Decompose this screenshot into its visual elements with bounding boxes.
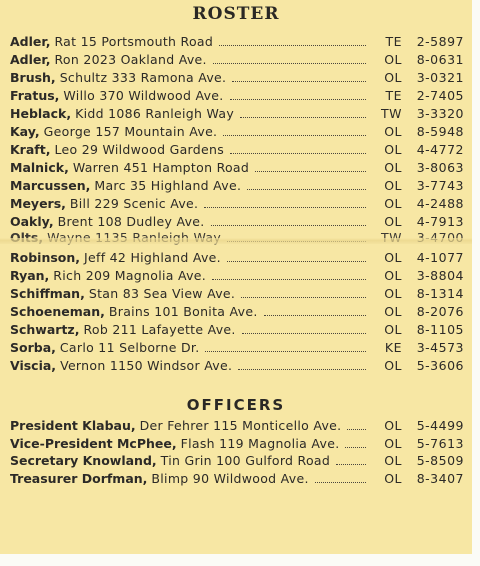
roster-entry-leader-dots xyxy=(240,117,366,118)
officer-entry-address: Der Fehrer 115 Monticello Ave. xyxy=(139,418,342,433)
roster-entry-address: Carlo 11 Selborne Dr. xyxy=(59,340,200,355)
roster-entry-leader-dots xyxy=(242,333,366,334)
officer-entry xyxy=(10,436,470,454)
roster-entry-name: Schoeneman, xyxy=(10,304,105,319)
roster-entry xyxy=(10,322,470,340)
officer-entry-exchange: OL xyxy=(384,453,402,468)
roster-entry xyxy=(10,142,470,160)
officer-entry-leader-dots xyxy=(315,482,366,483)
officer-entry-phone: 8-3407 xyxy=(416,470,464,486)
roster-entry xyxy=(10,196,470,214)
roster-entry-exchange: OL xyxy=(384,322,402,337)
roster-entry-name: Kraft, xyxy=(10,142,51,157)
officer-entry-name: President Klabau, xyxy=(10,418,136,433)
roster-entry-exchange: OL xyxy=(384,52,402,67)
officer-entry-name: Secretary Knowland, xyxy=(10,453,157,468)
roster-entry-leader-dots xyxy=(255,171,366,172)
officer-entry-address: Flash 119 Magnolia Ave. xyxy=(180,435,340,451)
roster-entry-leader-dots xyxy=(230,99,366,100)
roster-entry-phone: 8-1105 xyxy=(416,322,464,337)
roster-entry xyxy=(10,178,470,196)
officer-entry xyxy=(10,418,470,436)
roster-entry-phone: 3-8063 xyxy=(416,160,464,175)
roster-entry-leader-dots xyxy=(227,261,366,262)
roster-entry xyxy=(10,268,470,286)
officer-entry xyxy=(10,453,470,471)
officer-entry-exchange: OL xyxy=(384,470,402,486)
officer-entry-phone: 5-8509 xyxy=(416,453,464,468)
roster-entry-exchange: OL xyxy=(384,196,402,211)
roster-entry xyxy=(10,124,470,142)
roster-entry-address: Schultz 333 Ramona Ave. xyxy=(59,70,227,85)
roster-entry-phone: 3-8804 xyxy=(416,268,464,283)
officer-entry-address: Tin Grin 100 Gulford Road xyxy=(160,453,331,468)
roster-entry xyxy=(10,286,470,304)
roster-entry-exchange: OL xyxy=(384,142,402,157)
roster-entry-phone: 2-5897 xyxy=(416,34,464,49)
roster-entry xyxy=(10,106,470,124)
roster-entry-address: Rat 15 Portsmouth Road xyxy=(54,34,214,49)
officer-entry-address: Blimp 90 Wildwood Ave. xyxy=(151,470,309,486)
roster-entry-leader-dots xyxy=(212,279,366,280)
roster-entry-leader-dots xyxy=(230,153,366,154)
officer-entry-name: Treasurer Dorfman, xyxy=(10,470,148,486)
roster-entry-address: Brains 101 Bonita Ave. xyxy=(108,304,258,319)
roster-entry-exchange: OL xyxy=(384,286,402,301)
roster-entry-address: Kidd 1086 Ranleigh Way xyxy=(75,106,235,121)
roster-entry-address: Rob 211 Lafayette Ave. xyxy=(83,322,236,337)
roster-entry-exchange: TE xyxy=(385,34,402,49)
roster-entry xyxy=(10,52,470,70)
roster-entry xyxy=(10,250,470,268)
roster-entry-exchange: OL xyxy=(384,358,402,373)
officer-entry-name: Vice-President McPhee, xyxy=(10,435,177,451)
roster-entry-phone: 3-4573 xyxy=(416,340,464,355)
roster-entry-exchange: TE xyxy=(385,88,402,103)
roster-entry-leader-dots xyxy=(219,45,366,46)
roster-entry xyxy=(10,70,470,88)
roster-title: ROSTER xyxy=(192,4,280,24)
roster-entry-address: Marc 35 Highland Ave. xyxy=(94,178,242,193)
roster-entry-name: Schwartz, xyxy=(10,322,80,337)
roster-entry-phone: 3-7743 xyxy=(416,178,464,193)
roster-entry xyxy=(10,340,470,358)
roster-entry-phone: 4-2488 xyxy=(416,196,464,211)
roster-entry-phone: 3-3320 xyxy=(416,106,464,121)
roster-entry-leader-dots xyxy=(211,225,366,226)
roster-entry-address: Ron 2023 Oakland Ave. xyxy=(54,52,207,67)
roster-entry-phone: 8-2076 xyxy=(416,304,464,319)
paper-tear xyxy=(0,238,472,244)
roster-entry-name: Malnick, xyxy=(10,160,69,175)
roster-entry-address: Vernon 1150 Windsor Ave. xyxy=(60,358,233,373)
roster-entry xyxy=(10,304,470,322)
officer-entry-phone: 5-7613 xyxy=(416,435,464,451)
roster-entry-exchange: OL xyxy=(384,70,402,85)
roster-entry-name: Fratus, xyxy=(10,88,60,103)
roster-entry-exchange: OL xyxy=(384,250,402,265)
officer-entry-exchange: OL xyxy=(384,435,402,451)
officer-entry-phone: 5-4499 xyxy=(416,418,464,433)
roster-entry-exchange: OL xyxy=(384,124,402,139)
roster-entry-leader-dots xyxy=(213,63,366,64)
roster-entry-name: Schiffman, xyxy=(10,286,85,301)
roster-entry-leader-dots xyxy=(241,297,366,298)
roster-entry-name: Brush, xyxy=(10,70,56,85)
roster-entry-address: George 157 Mountain Ave. xyxy=(43,124,218,139)
roster-entry-phone: 8-0631 xyxy=(416,52,464,67)
roster-entry-name: Ryan, xyxy=(10,268,50,283)
page-margin-right xyxy=(472,0,480,566)
roster-entry-address: Jeff 42 Highland Ave. xyxy=(84,250,221,265)
roster-entry-leader-dots xyxy=(223,135,366,136)
roster-entry-phone: 4-1077 xyxy=(416,250,464,265)
roster-entry-phone: 5-3606 xyxy=(416,358,464,373)
roster-entry-phone: 2-7405 xyxy=(416,88,464,103)
roster-entry-exchange: OL xyxy=(384,178,402,193)
officers-list xyxy=(10,418,470,488)
roster-entry-name: Oakly, xyxy=(10,214,54,229)
roster-entry-leader-dots xyxy=(205,351,366,352)
roster-entry-address: Brent 108 Dudley Ave. xyxy=(57,214,205,229)
roster-entry-exchange: OL xyxy=(384,268,402,283)
roster-entry-exchange: KE xyxy=(384,340,402,355)
roster-entry-phone: 4-7913 xyxy=(416,214,464,229)
roster-entry-address: Warren 451 Hampton Road xyxy=(72,160,250,175)
officer-entry-leader-dots xyxy=(347,429,366,430)
roster-entry-phone: 4-4772 xyxy=(416,142,464,157)
roster-entry-name: Robinson, xyxy=(10,250,81,265)
roster-entry-exchange: TW xyxy=(381,106,402,121)
officer-entry-exchange: OL xyxy=(384,418,402,433)
officer-entry xyxy=(10,471,470,489)
roster-entry-name: Adler, xyxy=(10,52,51,67)
roster-entry-address: Leo 29 Wildwood Gardens xyxy=(54,142,225,157)
officers-title: OFFICERS xyxy=(186,396,286,414)
roster-entry-leader-dots xyxy=(238,369,366,370)
roster-entry-phone: 8-1314 xyxy=(416,286,464,301)
roster-entry-name: Kay, xyxy=(10,124,40,139)
roster-entry-exchange: OL xyxy=(384,160,402,175)
roster-entry-name: Heblack, xyxy=(10,106,72,121)
roster-entry-phone: 8-5948 xyxy=(416,124,464,139)
roster-entry-name: Viscia, xyxy=(10,358,57,373)
roster-entry-exchange: OL xyxy=(384,304,402,319)
roster-entry xyxy=(10,358,470,376)
roster-entry xyxy=(10,34,470,52)
roster-entry-leader-dots xyxy=(247,189,366,190)
roster-entry-address: Bill 229 Scenic Ave. xyxy=(69,196,199,211)
roster-entry-phone: 3-0321 xyxy=(416,70,464,85)
roster-entry-name: Sorba, xyxy=(10,340,56,355)
roster-entry-name: Meyers, xyxy=(10,196,66,211)
roster-entry-address: Rich 209 Magnolia Ave. xyxy=(53,268,207,283)
roster-entry-name: Marcussen, xyxy=(10,178,91,193)
roster-entry-leader-dots xyxy=(264,315,366,316)
officer-entry-leader-dots xyxy=(336,464,366,465)
roster-entry-leader-dots xyxy=(204,207,366,208)
roster-entry-name: Adler, xyxy=(10,34,51,49)
roster-entry-address: Willo 370 Wildwood Ave. xyxy=(63,88,224,103)
roster-entry-leader-dots xyxy=(232,81,366,82)
officer-entry-leader-dots xyxy=(345,447,366,448)
page-margin-bottom xyxy=(0,554,480,566)
roster-entry xyxy=(10,88,470,106)
roster-entry-exchange: OL xyxy=(384,214,402,229)
roster-entry xyxy=(10,160,470,178)
roster-list xyxy=(10,34,470,376)
roster-entry-address: Stan 83 Sea View Ave. xyxy=(88,286,236,301)
